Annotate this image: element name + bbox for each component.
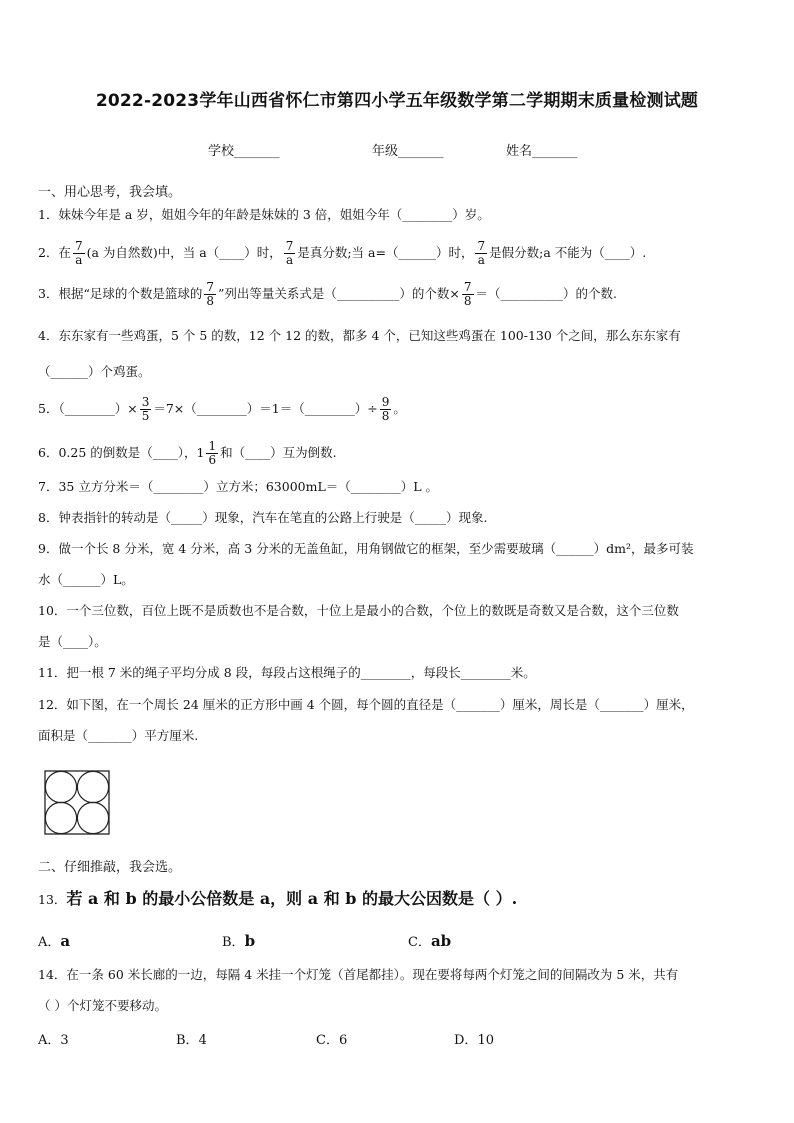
q5-text-3: 。 [393,401,406,416]
question-2 [38,240,646,267]
q13-number: 13． [38,892,67,907]
q14-option-c[interactable]: C．6 [316,1033,348,1048]
grade-field[interactable]: 年级_______ [372,144,444,159]
q5-fraction-2: $\frac{9}{8}$ [381,395,390,423]
question-13 [38,886,517,909]
question-14-line-2: （ ）个灯笼不要移动。 [38,998,167,1013]
q6-text-1: 6．0.25 的倒数是（____），1 [38,445,205,460]
q13-option-a[interactable]: A．a [38,932,71,950]
name-field[interactable]: 姓名_______ [506,144,578,159]
q3-text-2: ”列出等量关系式是（__________）的个数× [218,286,460,301]
circle-top-right [77,771,108,802]
section-2-heading: 二、仔细推敲，我会选。 [38,860,182,875]
q2-text-3: 是真分数;当 a=（______）时， [297,245,474,260]
question-4-line-1: 4．东东家有一些鸡蛋，5 个 5 的数，12 个 12 的数，都多 4 个，已知这些鸡蛋在 100-130 个之间，那么东东家有 [38,328,681,343]
q3-fraction-2: $\frac{7}{8}$ [463,280,472,308]
circle-top-left [45,771,76,802]
q2-text-1: 2．在 [38,245,71,260]
q6-mixed-fraction: $\frac{1}{6}$ [208,439,217,467]
question-11: 11．把一根 7 米的绳子平均分成 8 段，每段占这根绳子的________，每段长________米。 [38,665,536,680]
q5-text-2: ＝7×（________）＝1＝（________）÷ [153,401,378,416]
question-9-line-2: 水（______）L。 [38,572,134,587]
q14-option-d[interactable]: D．10 [454,1033,494,1048]
question-4-line-2: （______）个鸡蛋。 [38,364,151,379]
q13-option-c[interactable]: C．ab [408,932,452,950]
q3-text-1: 3．根据“足球的个数是篮球的 [38,286,203,301]
question-10-line-1: 10．一个三位数，百位上既不是质数也不是合数，十位上是最小的合数，个位上的数既是奇数又是合数，这个三位数 [38,603,679,618]
school-field[interactable]: 学校_______ [208,144,280,159]
question-12-line-1: 12．如下图，在一个周长 24 厘米的正方形中画 4 个圆，每个圆的直径是（_______）厘米，周长是（_______）厘米， [38,697,694,712]
question-1: 1．妹妹今年是 a 岁，姐姐今年的年龄是妹妹的 3 倍，姐姐今年（________）岁。 [38,207,490,222]
q13-option-b[interactable]: B．b [222,932,256,950]
q14-option-a[interactable]: A．3 [38,1033,69,1048]
circle-bottom-right [77,802,108,833]
page-title: 2022-2023学年山西省怀仁市第四小学五年级数学第二学期期末质量检测试题 [95,91,699,111]
section-1-heading: 一、用心思考，我会填。 [38,185,182,200]
q2-fraction-3: $\frac{7}{a}$ [477,239,486,267]
q2-text-4: 是假分数;a 不能为（____）. [489,245,647,260]
circle-bottom-left [45,802,76,833]
question-3 [38,281,617,308]
q5-text-1: 5．（________）× [38,401,138,416]
question-12-line-2: 面积是（_______）平方厘米. [38,728,199,743]
q3-text-3: ＝（__________）的个数. [475,286,617,301]
q13-text: 若 a 和 b 的最小公倍数是 a，则 a 和 b 的最大公因数是（ ）. [66,889,518,908]
question-7: 7．35 立方分米＝（________）立方米；63000mL＝（________）L 。 [38,479,439,494]
q2-fraction-2: $\frac{7}{a}$ [285,239,294,267]
square-with-four-circles-figure [44,770,112,836]
q3-fraction-1: $\frac{7}{8}$ [206,280,214,308]
question-5 [38,396,406,423]
square-outline [45,771,109,834]
q2-fraction-1: $\frac{7}{a}$ [74,239,83,267]
question-8: 8．钟表指针的转动是（_____）现象，汽车在笔直的公路上行驶是（_____）现象. [38,510,488,525]
question-9-line-1: 9．做一个长 8 分米，宽 4 分米，高 3 分米的无盖鱼缸，用角钢做它的框架，至少需要玻璃（______）dm²，最多可装 [38,541,694,556]
q6-text-2: 和（____）互为倒数. [220,445,337,460]
q5-fraction-1: $\frac{3}{5}$ [141,395,150,423]
q2-text-2: (a 为自然数)中，当 a（____）时， [86,245,282,260]
question-10-line-2: 是（____）。 [38,634,107,649]
question-14-line-1: 14．在一条 60 米长廊的一边，每隔 4 米挂一个灯笼（首尾都挂）。现在要将每两个灯笼之间的间隔改为 5 米，共有 [38,967,679,982]
question-6 [38,440,337,467]
q14-option-b[interactable]: B．4 [176,1033,207,1048]
